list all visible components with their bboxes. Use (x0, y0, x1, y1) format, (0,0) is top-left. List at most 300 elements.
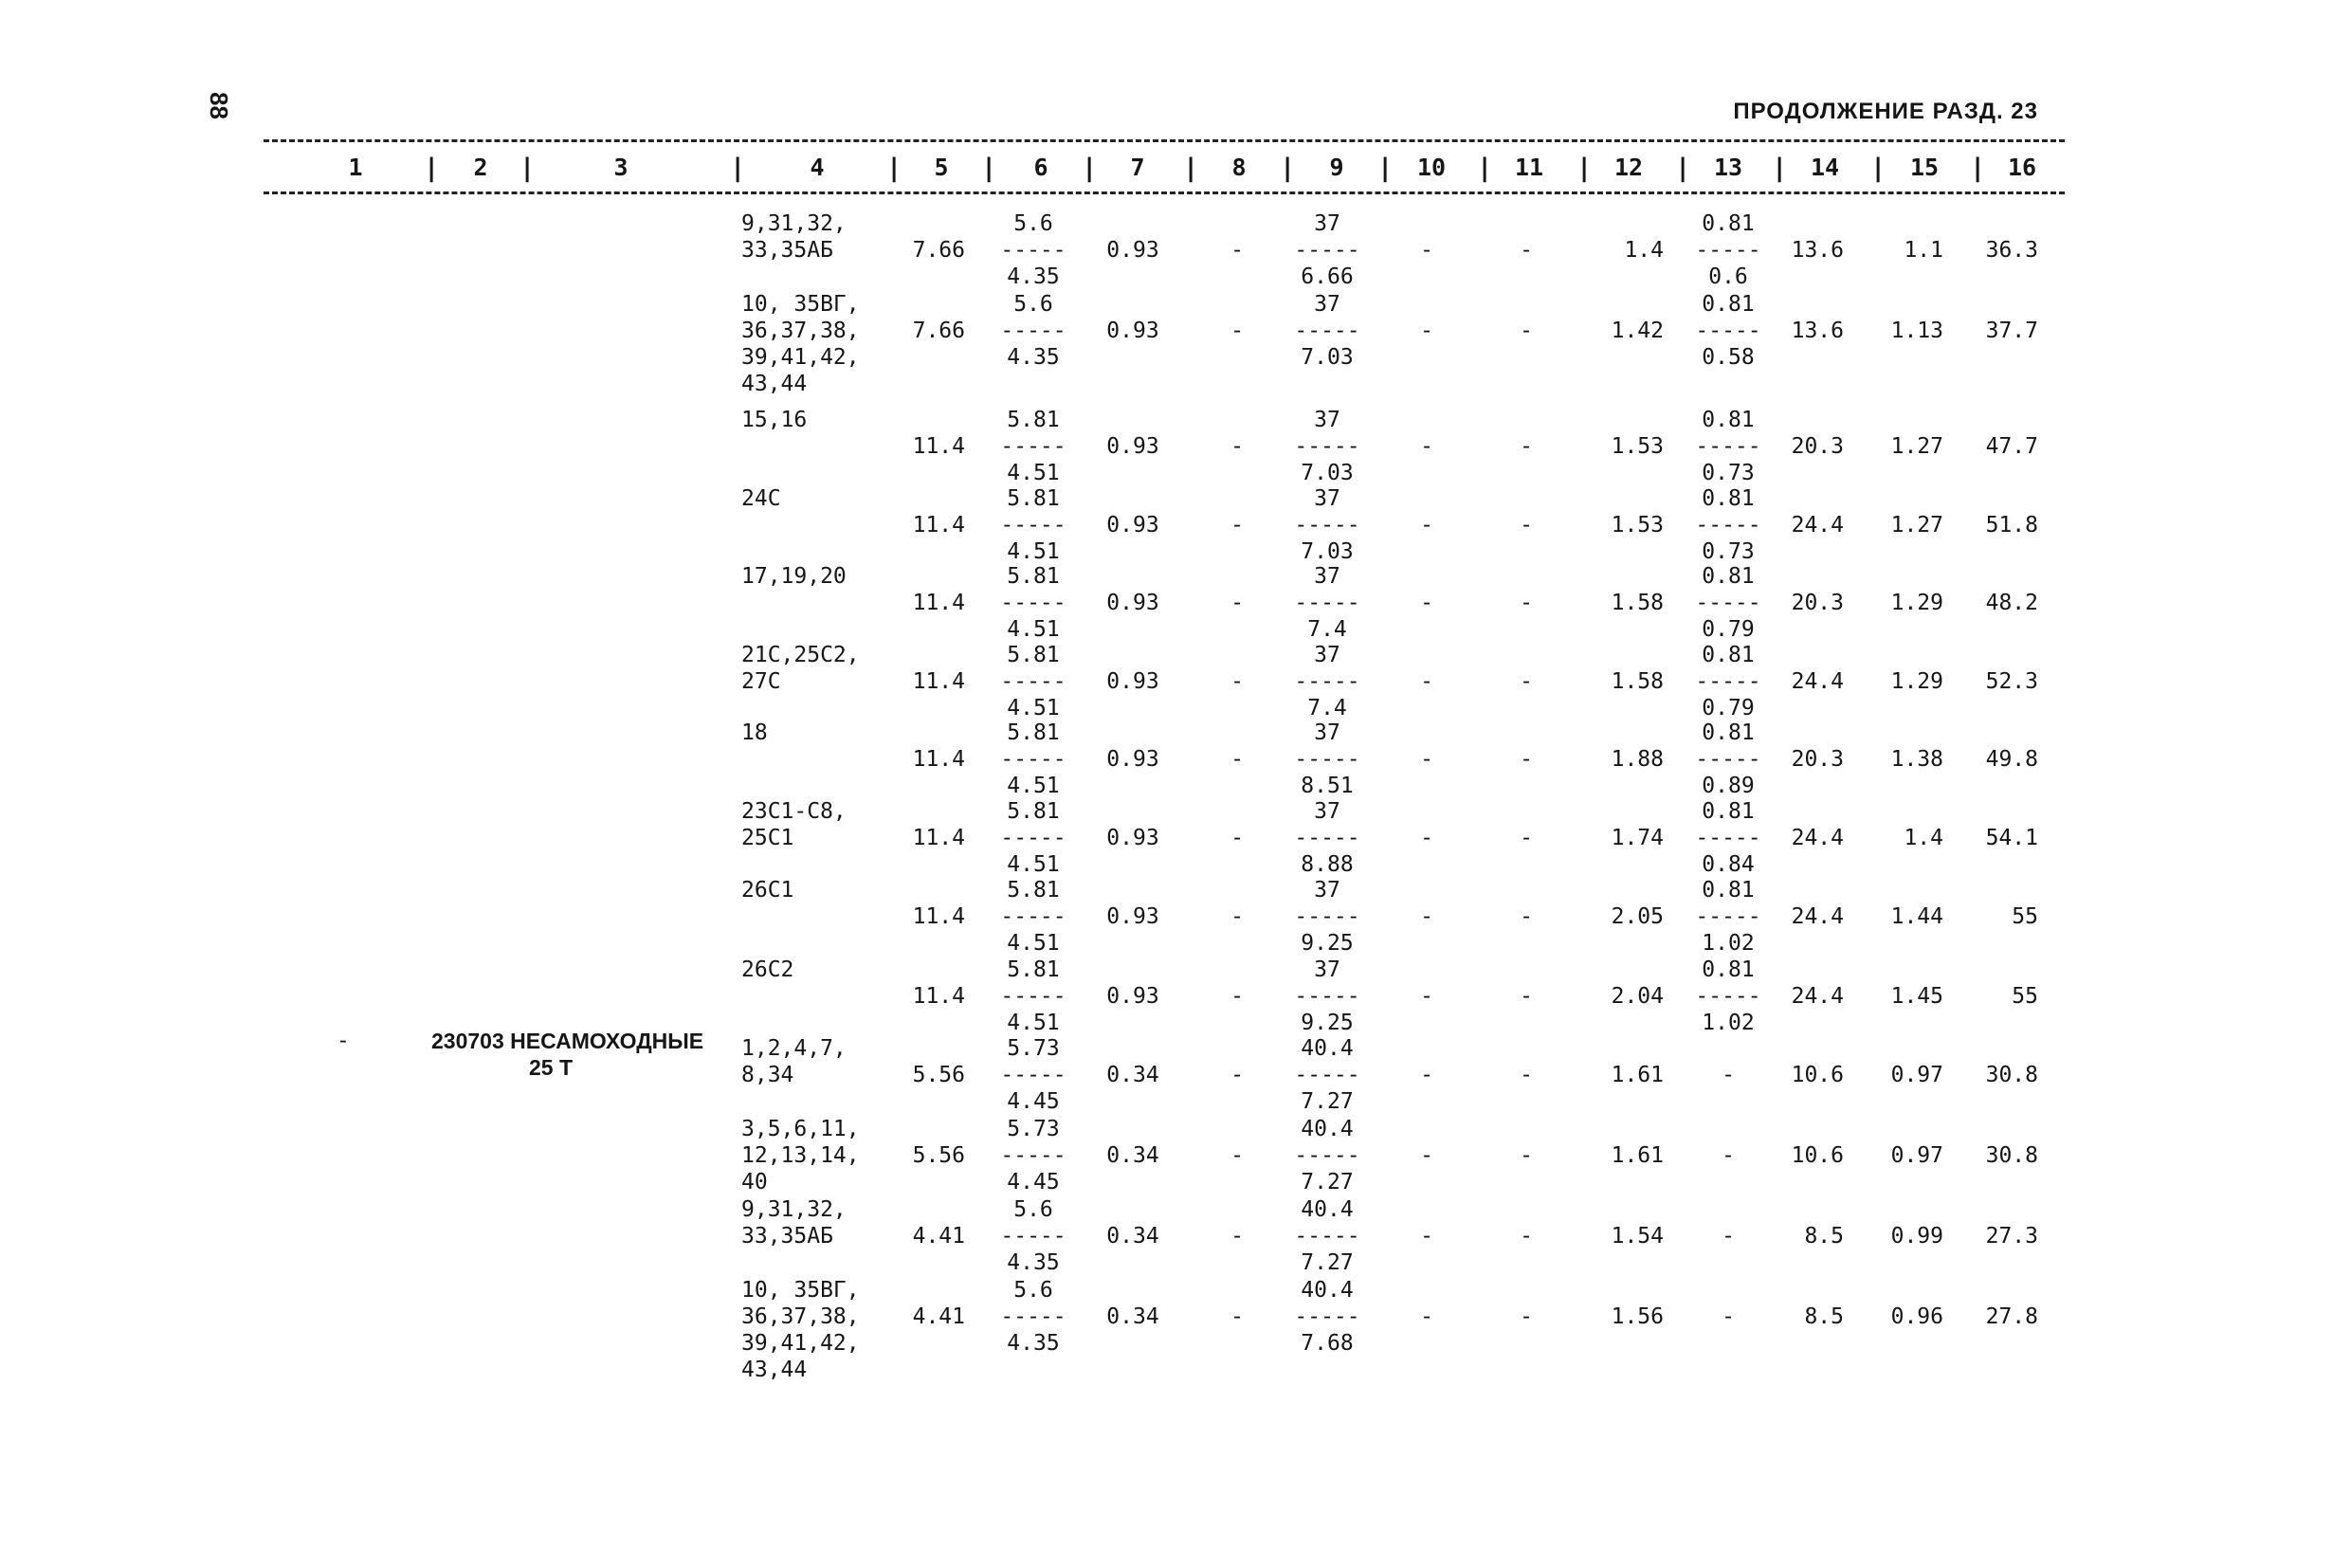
row-11-col4-line: 1,2,4,7, (741, 1036, 847, 1061)
row-11-col9-fraction-bar: ----- (1294, 1063, 1360, 1087)
row-4-col4-line: 24С (741, 486, 781, 511)
row-2-col13-fraction-bar: ----- (1695, 319, 1761, 343)
row-7-col9-numerator: 37 (1314, 720, 1340, 745)
row-11-col15: 0.97 (1890, 1063, 1943, 1087)
row-6-col4-line: 27С (741, 669, 781, 694)
row-6-col13-numerator: 0.81 (1702, 643, 1755, 667)
row-1-col9-numerator: 37 (1314, 211, 1340, 236)
row-12-col15: 0.97 (1890, 1143, 1943, 1168)
row-14-col10: - (1420, 1304, 1433, 1329)
row-8-col10: - (1420, 826, 1433, 850)
row-5-col9-fraction-bar: ----- (1294, 591, 1360, 615)
column-header-12: 12 (1613, 154, 1644, 181)
row-4-col6-numerator: 5.81 (1007, 486, 1060, 511)
row-11-col9-denominator: 7.27 (1301, 1089, 1354, 1114)
row-9-col13-numerator: 0.81 (1702, 878, 1755, 903)
row-5-col13-numerator: 0.81 (1702, 564, 1755, 589)
row-1-col13-numerator: 0.81 (1702, 211, 1755, 236)
row-14-col7: 0.34 (1106, 1304, 1159, 1329)
page-number: 88 (204, 92, 233, 119)
row-14-col16: 27.8 (1985, 1304, 2038, 1329)
row-5-col10: - (1420, 591, 1433, 615)
column-separator: | (1183, 154, 1199, 183)
row-8-col15: 1.4 (1904, 826, 1943, 850)
row-8-col5: 11.4 (912, 826, 965, 850)
row-6-col14: 24.4 (1791, 669, 1844, 694)
row-2-col11: - (1520, 319, 1533, 343)
row-11-col4-line: 8,34 (741, 1063, 794, 1087)
row-5-col9-denominator: 7.4 (1307, 617, 1347, 642)
row-1-col9-fraction-bar: ----- (1294, 238, 1360, 263)
row-7-col6-numerator: 5.81 (1007, 720, 1060, 745)
row-1-col7: 0.93 (1106, 238, 1159, 263)
row-11-col5: 5.56 (912, 1063, 965, 1087)
row-5-col8: - (1230, 591, 1244, 615)
column-header-14: 14 (1810, 154, 1840, 181)
row-14-col9-fraction-bar: ----- (1294, 1304, 1360, 1329)
row-3-col10: - (1420, 434, 1433, 459)
row-10-col7: 0.93 (1106, 984, 1159, 1009)
column-header-10: 10 (1416, 154, 1447, 181)
row-2-col9-fraction-bar: ----- (1294, 319, 1360, 343)
row-11-col8: - (1230, 1063, 1244, 1087)
row-2-col9-denominator: 7.03 (1301, 345, 1354, 370)
column-header-9: 9 (1329, 154, 1344, 181)
row-2-col6-denominator: 4.35 (1007, 345, 1060, 370)
row-7-col13-denominator: 0.89 (1702, 774, 1755, 798)
row-14-col11: - (1520, 1304, 1533, 1329)
row-9-col15: 1.44 (1890, 904, 1943, 929)
row-11-col6-numerator: 5.73 (1007, 1036, 1060, 1061)
row-8-col16: 54.1 (1985, 826, 2038, 850)
column-header-11: 11 (1514, 154, 1544, 181)
row-6-col7: 0.93 (1106, 669, 1159, 694)
row-11-col9-numerator: 40.4 (1301, 1036, 1354, 1061)
row-12-col11: - (1520, 1143, 1533, 1168)
row-9-col12: 2.05 (1611, 904, 1664, 929)
row-5-col6-numerator: 5.81 (1007, 564, 1060, 589)
row-4-col9-denominator: 7.03 (1301, 539, 1354, 564)
row-13-col15: 0.99 (1890, 1224, 1943, 1249)
row-6-col11: - (1520, 669, 1533, 694)
row-14-col4-line: 36,37,38, (741, 1304, 860, 1329)
row-12-col10: - (1420, 1143, 1433, 1168)
row-8-col12: 1.74 (1611, 826, 1664, 850)
row-5-col11: - (1520, 591, 1533, 615)
row-4-col5: 11.4 (912, 513, 965, 538)
column-separator: | (1576, 154, 1593, 183)
row-4-col11: - (1520, 513, 1533, 538)
row-8-col6-denominator: 4.51 (1007, 852, 1060, 877)
row-13-col11: - (1520, 1224, 1533, 1249)
row-5-col7: 0.93 (1106, 591, 1159, 615)
row-14-col8: - (1230, 1304, 1244, 1329)
row-12-col4-line: 3,5,6,11, (741, 1117, 860, 1141)
row-4-col9-numerator: 37 (1314, 486, 1340, 511)
row-11-col14: 10.6 (1791, 1063, 1844, 1087)
row-1-col15: 1.1 (1904, 238, 1943, 263)
row-7-col8: - (1230, 747, 1244, 772)
column-header-4: 4 (810, 154, 825, 181)
row-2-col8: - (1230, 319, 1244, 343)
column-header-2: 2 (473, 154, 488, 181)
row-9-col16: 55 (2012, 904, 2038, 929)
row-12-col16: 30.8 (1985, 1143, 2038, 1168)
row-14-col13: - (1722, 1304, 1735, 1329)
row-12-col9-numerator: 40.4 (1301, 1117, 1354, 1141)
row-6-col12: 1.58 (1611, 669, 1664, 694)
row-5-col6-denominator: 4.51 (1007, 617, 1060, 642)
row-1-col8: - (1230, 238, 1244, 263)
row-7-col6-denominator: 4.51 (1007, 774, 1060, 798)
row-12-col9-fraction-bar: ----- (1294, 1143, 1360, 1168)
row-13-col8: - (1230, 1224, 1244, 1249)
row-9-col8: - (1230, 904, 1244, 929)
row-5-col16: 48.2 (1985, 591, 2038, 615)
row-9-col6-denominator: 4.51 (1007, 931, 1060, 956)
column-header-3: 3 (613, 154, 629, 181)
row-8-col8: - (1230, 826, 1244, 850)
row-14-col14: 8.5 (1804, 1304, 1844, 1329)
row-3-col6-denominator: 4.51 (1007, 461, 1060, 485)
row-4-col9-fraction-bar: ----- (1294, 513, 1360, 538)
row-7-col6-fraction-bar: ----- (1000, 747, 1066, 772)
row-11-col10: - (1420, 1063, 1433, 1087)
row-9-col13-fraction-bar: ----- (1695, 904, 1761, 929)
row-13-col6-numerator: 5.6 (1013, 1197, 1053, 1222)
row-6-col4-line: 21С,25С2, (741, 643, 860, 667)
row-10-col14: 24.4 (1791, 984, 1844, 1009)
row-9-col10: - (1420, 904, 1433, 929)
row-3-col16: 47.7 (1985, 434, 2038, 459)
row-6-col10: - (1420, 669, 1433, 694)
row-8-col14: 24.4 (1791, 826, 1844, 850)
row-5-col14: 20.3 (1791, 591, 1844, 615)
row-1-col10: - (1420, 238, 1433, 263)
row-6-col9-denominator: 7.4 (1307, 696, 1347, 720)
row-1-col13-fraction-bar: ----- (1695, 238, 1761, 263)
row-10-col6-numerator: 5.81 (1007, 957, 1060, 982)
row-1-col9-denominator: 6.66 (1301, 264, 1354, 289)
row-6-col9-fraction-bar: ----- (1294, 669, 1360, 694)
row-8-col13-fraction-bar: ----- (1695, 826, 1761, 850)
row-10-col4-line: 26С2 (741, 957, 794, 982)
row-2-col7: 0.93 (1106, 319, 1159, 343)
row-4-col13-denominator: 0.73 (1702, 539, 1755, 564)
row-13-col4-line: 9,31,32, (741, 1197, 847, 1222)
row-14-col5: 4.41 (912, 1304, 965, 1329)
column-header-5: 5 (934, 154, 949, 181)
row-1-col11: - (1520, 238, 1533, 263)
row-13-col4-line: 33,35АБ (741, 1224, 833, 1249)
row-13-col6-fraction-bar: ----- (1000, 1224, 1066, 1249)
column-header-6: 6 (1033, 154, 1048, 181)
row-5-col13-denominator: 0.79 (1702, 617, 1755, 642)
row-4-col10: - (1420, 513, 1433, 538)
row-3-col12: 1.53 (1611, 434, 1664, 459)
row-10-col16: 55 (2012, 984, 2038, 1009)
row-5-col12: 1.58 (1611, 591, 1664, 615)
row-6-col15: 1.29 (1890, 669, 1943, 694)
row-14-col12: 1.56 (1611, 1304, 1664, 1329)
row-8-col9-fraction-bar: ----- (1294, 826, 1360, 850)
row-5-col9-numerator: 37 (1314, 564, 1340, 589)
row-3-col7: 0.93 (1106, 434, 1159, 459)
row-6-col16: 52.3 (1985, 669, 2038, 694)
row-14-col6-numerator: 5.6 (1013, 1278, 1053, 1303)
group-tonnage: 25 Т (529, 1055, 574, 1080)
row-2-col10: - (1420, 319, 1433, 343)
column-separator: | (1675, 154, 1691, 183)
row-10-col12: 2.04 (1611, 984, 1664, 1009)
column-separator: | (519, 154, 536, 183)
row-11-col16: 30.8 (1985, 1063, 2038, 1087)
row-12-col6-fraction-bar: ----- (1000, 1143, 1066, 1168)
row-7-col15: 1.38 (1890, 747, 1943, 772)
row-9-col13-denominator: 1.02 (1702, 931, 1755, 956)
row-9-col9-numerator: 37 (1314, 878, 1340, 903)
row-12-col6-denominator: 4.45 (1007, 1170, 1060, 1194)
row-9-col7: 0.93 (1106, 904, 1159, 929)
column-header-1: 1 (348, 154, 363, 181)
row-12-col8: - (1230, 1143, 1244, 1168)
row-14-col15: 0.96 (1890, 1304, 1943, 1329)
row-6-col6-numerator: 5.81 (1007, 643, 1060, 667)
row-8-col4-line: 25С1 (741, 826, 794, 850)
row-3-col9-fraction-bar: ----- (1294, 434, 1360, 459)
row-4-col13-fraction-bar: ----- (1695, 513, 1761, 538)
row-12-col4-line: 12,13,14, (741, 1143, 860, 1168)
row-5-col4-line: 17,19,20 (741, 564, 847, 589)
row-2-col4-line: 10, 35ВГ, (741, 292, 860, 317)
row-13-col9-numerator: 40.4 (1301, 1197, 1354, 1222)
row-8-col9-denominator: 8.88 (1301, 852, 1354, 877)
row-13-col9-denominator: 7.27 (1301, 1250, 1354, 1275)
row-12-col12: 1.61 (1611, 1143, 1664, 1168)
row-14-col9-numerator: 40.4 (1301, 1278, 1354, 1303)
column-separator: | (1970, 154, 1986, 183)
row-3-col11: - (1520, 434, 1533, 459)
row-3-col13-denominator: 0.73 (1702, 461, 1755, 485)
row-1-col5: 7.66 (912, 238, 965, 263)
column-separator: | (886, 154, 902, 183)
row-3-col13-fraction-bar: ----- (1695, 434, 1761, 459)
column-header-16: 16 (2007, 154, 2037, 181)
row-3-col14: 20.3 (1791, 434, 1844, 459)
row-8-col11: - (1520, 826, 1533, 850)
row-13-col16: 27.3 (1985, 1224, 2038, 1249)
header-rule-bottom (264, 191, 2065, 194)
row-3-col13-numerator: 0.81 (1702, 408, 1755, 432)
row-12-col5: 5.56 (912, 1143, 965, 1168)
row-2-col6-numerator: 5.6 (1013, 292, 1053, 317)
row-6-col5: 11.4 (912, 669, 965, 694)
row-10-col10: - (1420, 984, 1433, 1009)
row-6-col13-denominator: 0.79 (1702, 696, 1755, 720)
row-3-col9-numerator: 37 (1314, 408, 1340, 432)
row-3-col9-denominator: 7.03 (1301, 461, 1354, 485)
row-9-col9-denominator: 9.25 (1301, 931, 1354, 956)
row-1-col13-denominator: 0.6 (1708, 264, 1748, 289)
row-6-col9-numerator: 37 (1314, 643, 1340, 667)
row-8-col7: 0.93 (1106, 826, 1159, 850)
row-4-col15: 1.27 (1890, 513, 1943, 538)
row-12-col14: 10.6 (1791, 1143, 1844, 1168)
row-2-col4-line: 43,44 (741, 372, 808, 396)
row-12-col4-line: 40 (741, 1170, 768, 1194)
row-11-col13: - (1722, 1063, 1735, 1087)
row-1-col4-line: 9,31,32, (741, 211, 847, 236)
column-separator: | (981, 154, 997, 183)
column-separator: | (1280, 154, 1296, 183)
row-3-col8: - (1230, 434, 1244, 459)
row-13-col14: 8.5 (1804, 1224, 1844, 1249)
section-header: ПРОДОЛЖЕНИЕ РАЗД. 23 (1733, 99, 2038, 124)
row-8-col9-numerator: 37 (1314, 799, 1340, 824)
column-separator: | (1870, 154, 1886, 183)
row-7-col9-fraction-bar: ----- (1294, 747, 1360, 772)
row-10-col9-denominator: 9.25 (1301, 1011, 1354, 1035)
row-7-col5: 11.4 (912, 747, 965, 772)
row-5-col5: 11.4 (912, 591, 965, 615)
row-13-col12: 1.54 (1611, 1224, 1664, 1249)
row-9-col14: 24.4 (1791, 904, 1844, 929)
row-8-col4-line: 23С1-С8, (741, 799, 847, 824)
row-10-col6-fraction-bar: ----- (1000, 984, 1066, 1009)
row-4-col8: - (1230, 513, 1244, 538)
column-separator: | (1377, 154, 1394, 183)
row-1-col6-denominator: 4.35 (1007, 264, 1060, 289)
row-10-col5: 11.4 (912, 984, 965, 1009)
column-separator: | (1477, 154, 1493, 183)
row-10-col13-fraction-bar: ----- (1695, 984, 1761, 1009)
group-dash: - (337, 1029, 350, 1053)
row-3-col4-line: 15,16 (741, 408, 808, 432)
row-12-col9-denominator: 7.27 (1301, 1170, 1354, 1194)
row-11-col7: 0.34 (1106, 1063, 1159, 1087)
row-10-col6-denominator: 4.51 (1007, 1011, 1060, 1035)
row-13-col9-fraction-bar: ----- (1294, 1224, 1360, 1249)
row-3-col6-fraction-bar: ----- (1000, 434, 1066, 459)
row-10-col8: - (1230, 984, 1244, 1009)
row-6-col8: - (1230, 669, 1244, 694)
row-4-col6-fraction-bar: ----- (1000, 513, 1066, 538)
row-5-col13-fraction-bar: ----- (1695, 591, 1761, 615)
row-6-col6-denominator: 4.51 (1007, 696, 1060, 720)
row-7-col4-line: 18 (741, 720, 768, 745)
row-14-col4-line: 10, 35ВГ, (741, 1278, 860, 1303)
row-7-col13-fraction-bar: ----- (1695, 747, 1761, 772)
row-5-col15: 1.29 (1890, 591, 1943, 615)
row-1-col14: 13.6 (1791, 238, 1844, 263)
row-7-col12: 1.88 (1611, 747, 1664, 772)
row-4-col16: 51.8 (1985, 513, 2038, 538)
row-12-col6-numerator: 5.73 (1007, 1117, 1060, 1141)
row-3-col15: 1.27 (1890, 434, 1943, 459)
row-9-col6-fraction-bar: ----- (1000, 904, 1066, 929)
group-code-name: 230703 НЕСАМОХОДНЫЕ (431, 1029, 704, 1053)
row-2-col6-fraction-bar: ----- (1000, 319, 1066, 343)
row-8-col13-denominator: 0.84 (1702, 852, 1755, 877)
row-6-col13-fraction-bar: ----- (1695, 669, 1761, 694)
row-14-col4-line: 39,41,42, (741, 1331, 860, 1356)
row-13-col13: - (1722, 1224, 1735, 1249)
row-13-col5: 4.41 (912, 1224, 965, 1249)
row-9-col9-fraction-bar: ----- (1294, 904, 1360, 929)
row-13-col7: 0.34 (1106, 1224, 1159, 1249)
row-2-col13-numerator: 0.81 (1702, 292, 1755, 317)
row-11-col11: - (1520, 1063, 1533, 1087)
column-header-8: 8 (1231, 154, 1247, 181)
row-10-col15: 1.45 (1890, 984, 1943, 1009)
row-5-col6-fraction-bar: ----- (1000, 591, 1066, 615)
row-10-col9-fraction-bar: ----- (1294, 984, 1360, 1009)
row-1-col6-fraction-bar: ----- (1000, 238, 1066, 263)
row-7-col16: 49.8 (1985, 747, 2038, 772)
column-header-7: 7 (1130, 154, 1145, 181)
row-2-col16: 37.7 (1985, 319, 2038, 343)
column-header-15: 15 (1909, 154, 1940, 181)
row-9-col6-numerator: 5.81 (1007, 878, 1060, 903)
row-1-col16: 36.3 (1985, 238, 2038, 263)
row-1-col4-line: 33,35АБ (741, 238, 833, 263)
row-10-col9-numerator: 37 (1314, 957, 1340, 982)
row-2-col13-denominator: 0.58 (1702, 345, 1755, 370)
row-13-col6-denominator: 4.35 (1007, 1250, 1060, 1275)
row-13-col10: - (1420, 1224, 1433, 1249)
row-1-col12: 1.4 (1624, 238, 1664, 263)
row-2-col14: 13.6 (1791, 319, 1844, 343)
row-3-col6-numerator: 5.81 (1007, 408, 1060, 432)
row-10-col11: - (1520, 984, 1533, 1009)
row-4-col6-denominator: 4.51 (1007, 539, 1060, 564)
row-10-col13-numerator: 0.81 (1702, 957, 1755, 982)
row-10-col13-denominator: 1.02 (1702, 1011, 1755, 1035)
row-8-col6-numerator: 5.81 (1007, 799, 1060, 824)
row-2-col15: 1.13 (1890, 319, 1943, 343)
row-7-col7: 0.93 (1106, 747, 1159, 772)
row-2-col9-numerator: 37 (1314, 292, 1340, 317)
row-14-col6-fraction-bar: ----- (1000, 1304, 1066, 1329)
column-separator: | (1082, 154, 1098, 183)
row-7-col13-numerator: 0.81 (1702, 720, 1755, 745)
row-9-col5: 11.4 (912, 904, 965, 929)
row-7-col10: - (1420, 747, 1433, 772)
row-7-col14: 20.3 (1791, 747, 1844, 772)
row-9-col11: - (1520, 904, 1533, 929)
row-12-col13: - (1722, 1143, 1735, 1168)
row-11-col6-denominator: 4.45 (1007, 1089, 1060, 1114)
row-2-col4-line: 36,37,38, (741, 319, 860, 343)
row-4-col13-numerator: 0.81 (1702, 486, 1755, 511)
column-header-13: 13 (1713, 154, 1743, 181)
row-1-col6-numerator: 5.6 (1013, 211, 1053, 236)
row-2-col5: 7.66 (912, 319, 965, 343)
row-14-col9-denominator: 7.68 (1301, 1331, 1354, 1356)
column-separator: | (424, 154, 440, 183)
row-6-col6-fraction-bar: ----- (1000, 669, 1066, 694)
row-14-col4-line: 43,44 (741, 1358, 808, 1382)
row-14-col6-denominator: 4.35 (1007, 1331, 1060, 1356)
row-9-col4-line: 26С1 (741, 878, 794, 903)
row-4-col7: 0.93 (1106, 513, 1159, 538)
row-4-col14: 24.4 (1791, 513, 1844, 538)
row-11-col12: 1.61 (1611, 1063, 1664, 1087)
row-2-col4-line: 39,41,42, (741, 345, 860, 370)
row-11-col6-fraction-bar: ----- (1000, 1063, 1066, 1087)
row-4-col12: 1.53 (1611, 513, 1664, 538)
row-7-col9-denominator: 8.51 (1301, 774, 1354, 798)
